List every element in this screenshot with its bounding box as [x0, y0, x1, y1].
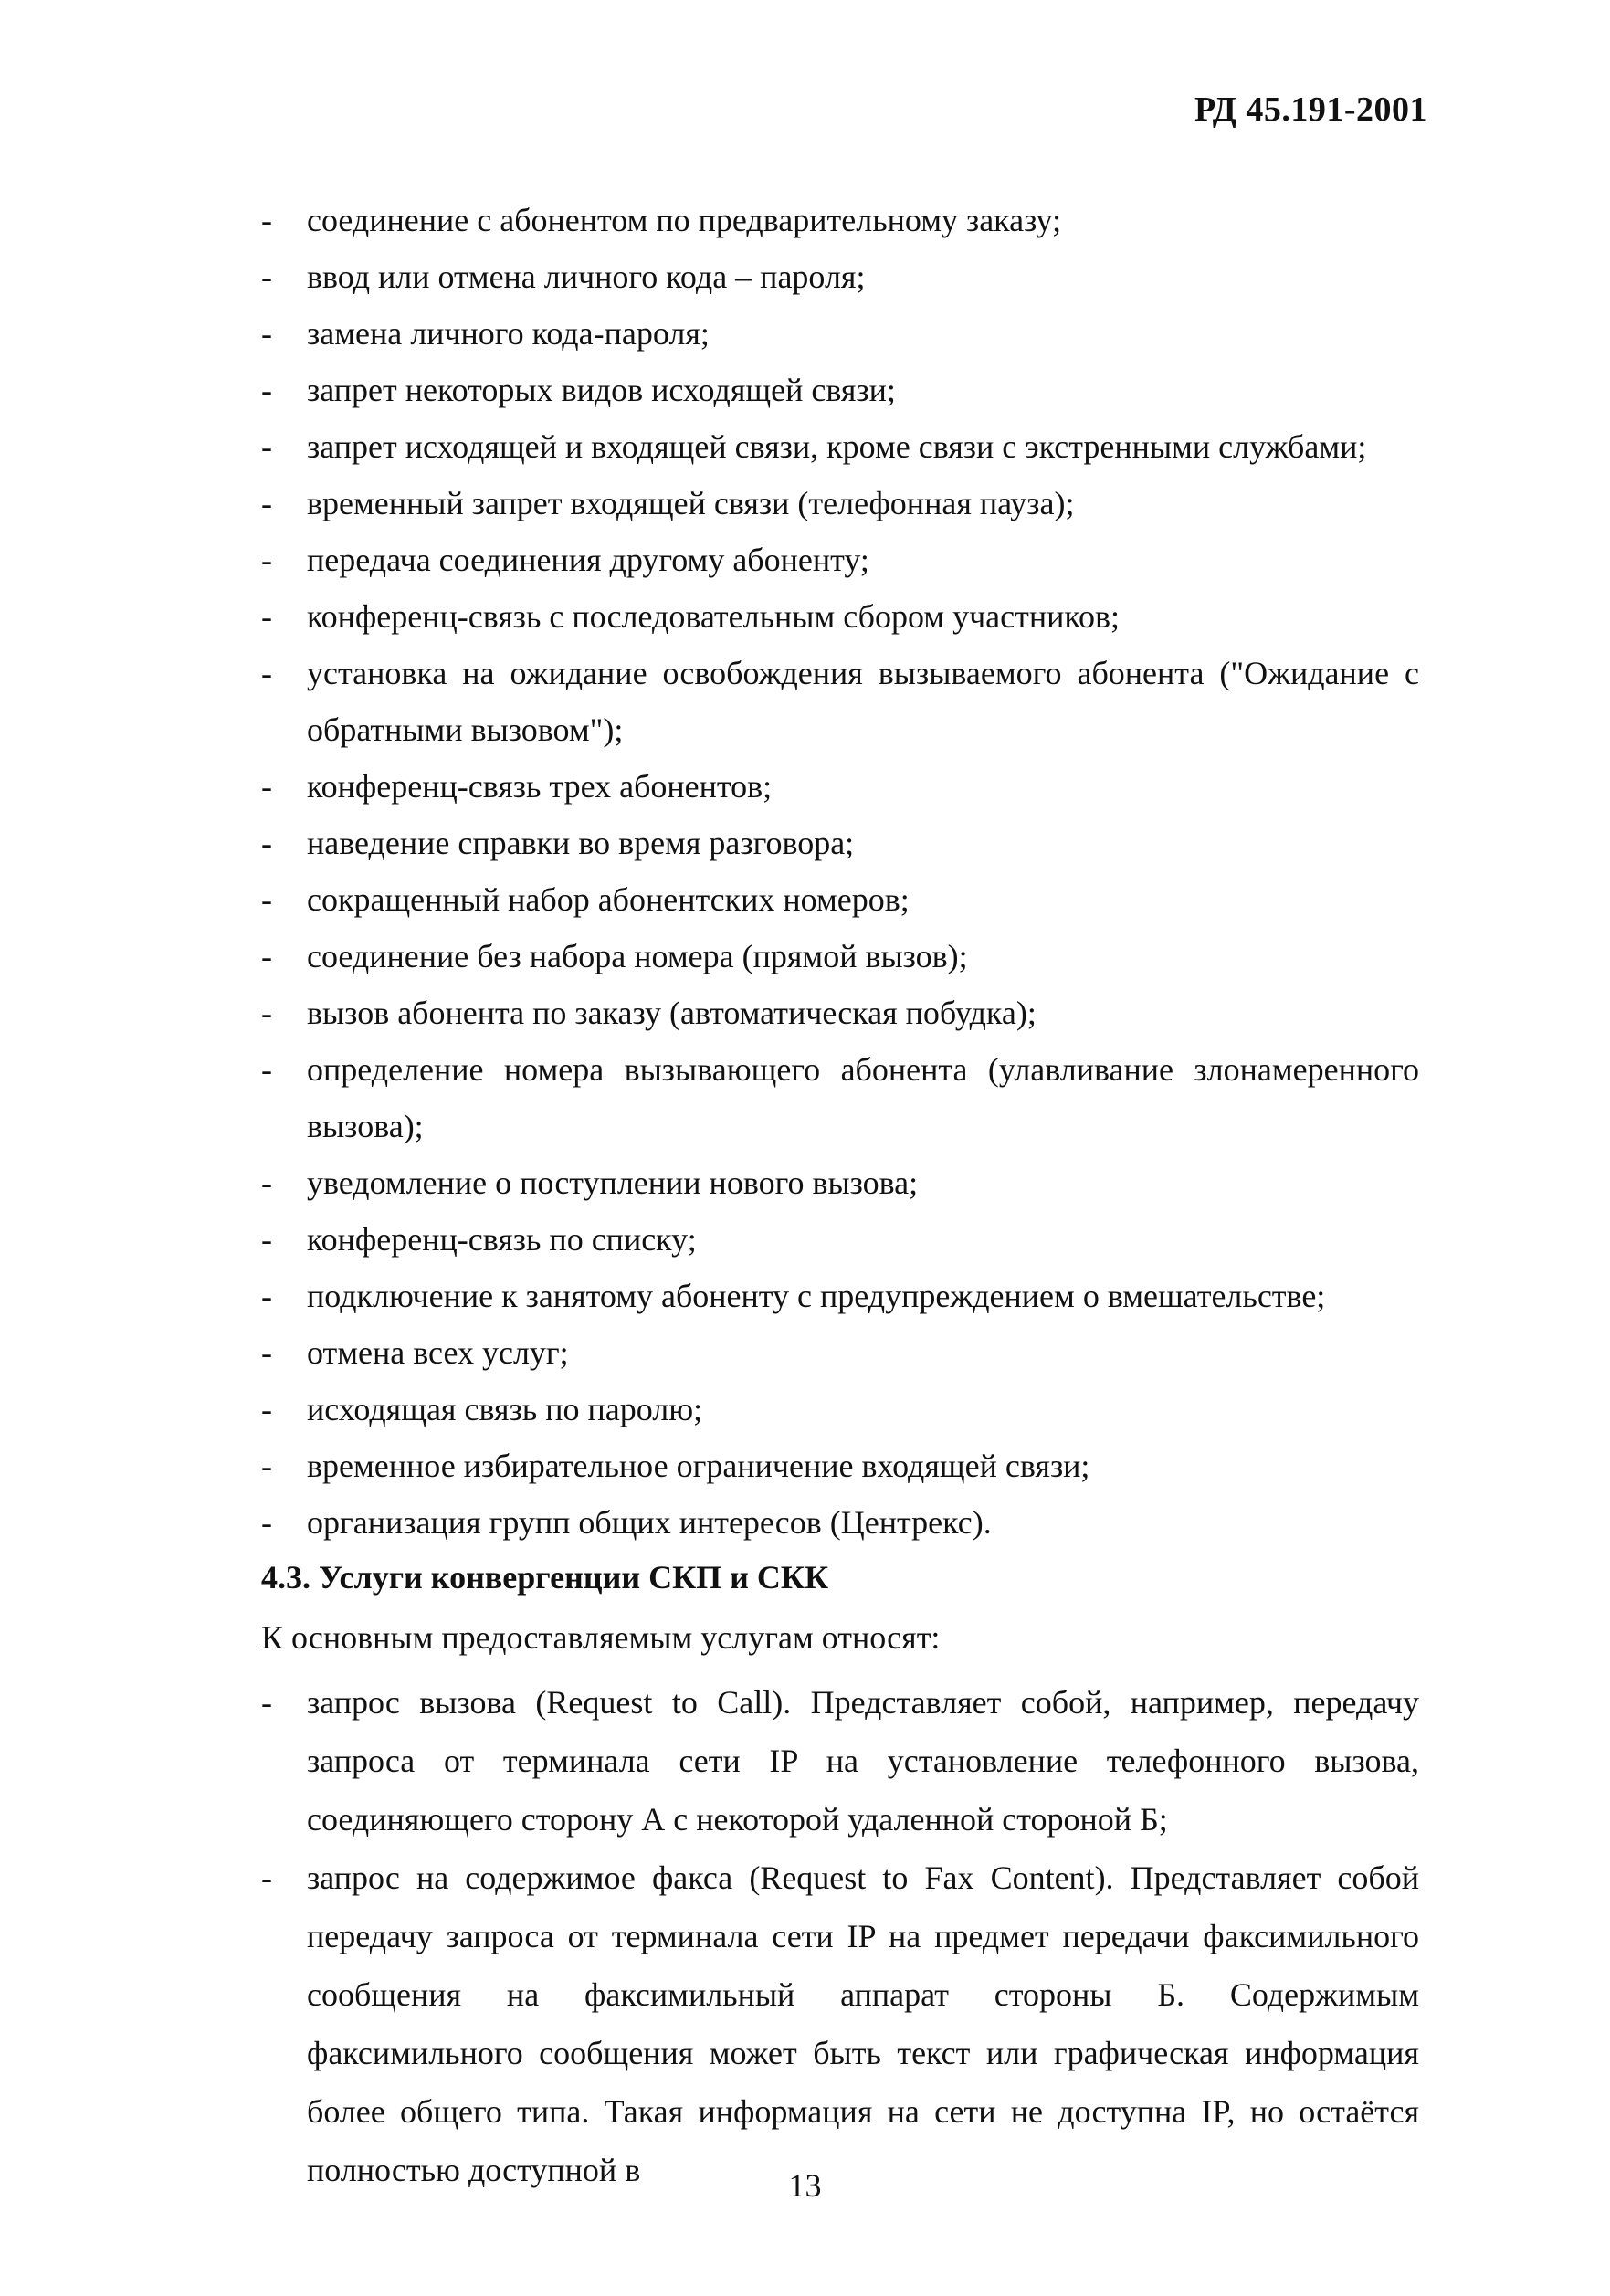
list-item [261, 871, 1419, 928]
list-dash: - [261, 1164, 272, 1201]
list-item-text: соединение без набора номера (прямой вызов); [307, 938, 968, 974]
list-item [261, 475, 1419, 532]
list-item [261, 815, 1419, 871]
list-item [261, 192, 1419, 248]
list-dash: - [261, 1221, 272, 1258]
list-dash: - [261, 655, 272, 691]
services-list [261, 192, 1419, 1551]
list-dash: - [261, 1391, 272, 1427]
list-item-text: запрет некоторых видов исходящей связи; [307, 372, 896, 408]
list-item-text: временный запрет входящей связи (телефонная пауза); [307, 485, 1075, 521]
list-item [261, 985, 1419, 1041]
list-item [261, 1848, 1419, 2199]
list-item [261, 645, 1419, 758]
list-item-text: уведомление о поступлении нового вызова; [307, 1164, 919, 1201]
list-item [261, 1211, 1419, 1268]
page-number: 13 [788, 2167, 822, 2204]
list-item-text: замена личного кода-пароля; [307, 315, 710, 352]
list-item [261, 928, 1419, 985]
list-dash: - [261, 1278, 272, 1314]
list-item [261, 418, 1419, 475]
list-item [261, 1268, 1419, 1324]
list-dash: - [261, 881, 272, 918]
list-item-text: запрос на содержимое факса (Request to Fax Content). Представляет собой передачу запроса от терминала сети IP на предмет передачи факсимильного сообщения на факсимильный аппарат стороны Б. Содержимым факсимильного сообщения может быть текст или графическая информация более общего типа. Такая информация на сети не доступна IP, но остаётся полностью доступной в [307, 1859, 1419, 2188]
list-dash: - [261, 428, 272, 465]
list-item [261, 1673, 1419, 1848]
document-code: РД 45.191-2001 [1194, 90, 1427, 129]
list-item [261, 1381, 1419, 1438]
list-item-text: наведение справки во время разговора; [307, 825, 855, 861]
list-item-text: временное избирательное ограничение входящей связи; [307, 1448, 1090, 1484]
convergence-services-list [261, 1673, 1419, 2199]
list-item [261, 305, 1419, 362]
list-dash: - [261, 372, 272, 408]
list-dash: - [261, 825, 272, 861]
list-item [261, 1438, 1419, 1494]
list-item-text: отмена всех услуг; [307, 1334, 569, 1371]
list-item [261, 532, 1419, 588]
list-dash: - [261, 202, 272, 238]
list-item-text: вызов абонента по заказу (автоматическая побудка); [307, 995, 1037, 1031]
list-dash: - [261, 995, 272, 1031]
list-dash: - [261, 542, 272, 578]
list-item [261, 1324, 1419, 1381]
list-item-text: запрет исходящей и входящей связи, кроме связи с экстренными службами; [307, 428, 1367, 465]
list-item-text: установка на ожидание освобождения вызываемого абонента ("Ожидание с обратными вызовом"); [307, 655, 1419, 748]
list-item [261, 758, 1419, 815]
list-dash: - [261, 485, 272, 521]
list-item-text: организация групп общих интересов (Центрекс). [307, 1504, 992, 1541]
list-item [261, 362, 1419, 418]
list-dash: - [261, 1859, 272, 1896]
section-intro: К основным предоставляемым услугам относят: [261, 1619, 941, 1656]
list-item-text: ввод или отмена личного кода – пароля; [307, 258, 866, 295]
list-item-text: исходящая связь по паролю; [307, 1391, 703, 1427]
list-item-text: подключение к занятому абоненту с предупреждением о вмешательстве; [307, 1278, 1326, 1314]
list-item [261, 248, 1419, 305]
list-item-text: конференц-связь трех абонентов; [307, 768, 773, 805]
list-dash: - [261, 938, 272, 974]
list-dash: - [261, 1448, 272, 1484]
list-dash: - [261, 315, 272, 352]
list-item-text: определение номера вызывающего абонента (улавливание злонамеренного вызова); [307, 1051, 1419, 1144]
list-item [261, 1154, 1419, 1211]
list-item [261, 588, 1419, 645]
list-dash: - [261, 1051, 272, 1088]
list-dash: - [261, 768, 272, 805]
list-item-text: конференц-связь с последовательным сбором участников; [307, 598, 1121, 635]
list-dash: - [261, 1684, 272, 1721]
list-item [261, 1041, 1419, 1154]
list-dash: - [261, 258, 272, 295]
list-item [261, 1494, 1419, 1551]
section-heading: 4.3. Услуги конвергенции СКП и СКК [261, 1559, 829, 1596]
list-item-text: конференц-связь по списку; [307, 1221, 697, 1258]
list-item-text: передача соединения другому абоненту; [307, 542, 869, 578]
list-dash: - [261, 598, 272, 635]
list-dash: - [261, 1334, 272, 1371]
list-item-text: запрос вызова (Request to Call). Представляет собой, например, передачу запроса от терминала сети IP на установление телефонного вызова, соединяющего сторону А с некоторой удаленной стороной Б; [307, 1684, 1419, 1838]
list-item-text: соединение с абонентом по предварительному заказу; [307, 202, 1062, 238]
list-item-text: сокращенный набор абонентских номеров; [307, 881, 910, 918]
list-dash: - [261, 1504, 272, 1541]
